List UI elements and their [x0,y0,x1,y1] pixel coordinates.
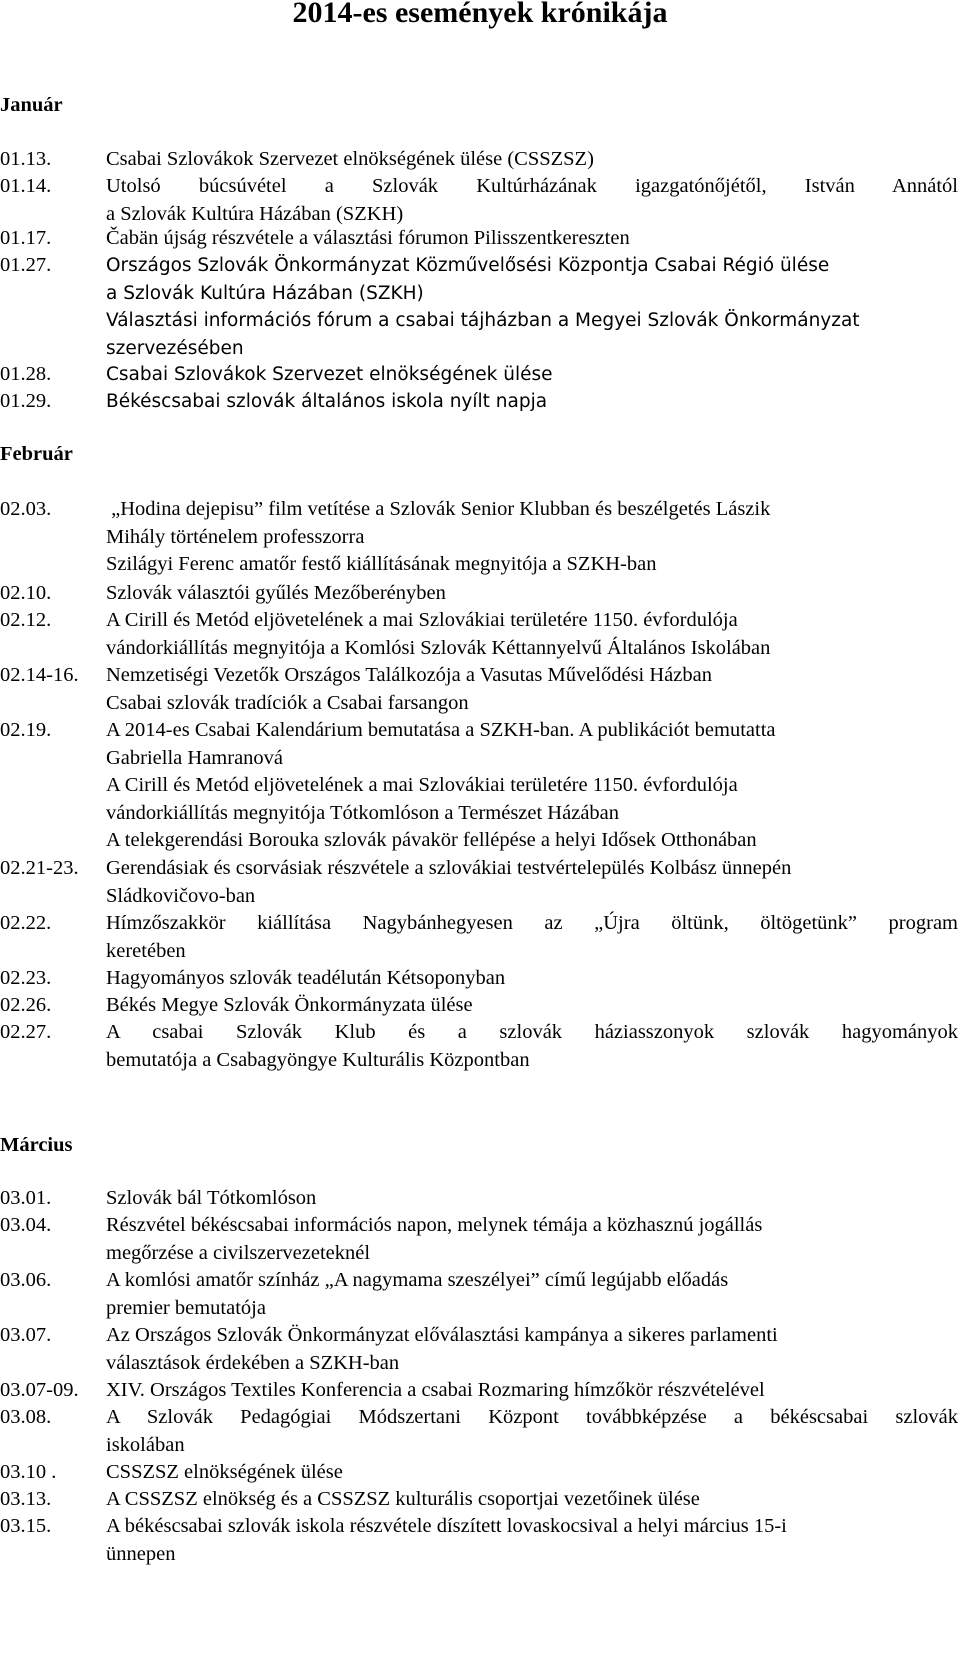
event-line: CSSZSZ elnökségének ülése [106,1461,343,1483]
event-line: Részvétel békéscsabai információs napon, melynek témája a közhasznú jogállás [106,1214,763,1236]
event-line: A Cirill és Metód eljövetelének a mai Szlovákiai területére 1150. évfordulója [106,609,738,631]
event-line: A 2014-es Csabai Kalendárium bemutatása a SZKH-ban. A publikációt bemutatta [106,719,776,741]
event-line: „Hodina dejepisu” film vetítése a Szlovák Senior Klubban és beszélgetés Lászik [106,498,771,520]
event-line: Čabän újság részvétele a választási fórumon Pilisszentkereszten [106,227,630,249]
event-line: A telekgerendási Borouka szlovák pávakör fellépése a helyi Idősek Otthonában [106,829,757,851]
event-text [106,1513,958,1568]
event-text [106,607,958,662]
event-text [106,992,958,1020]
event-text [106,1377,958,1405]
event-line: Utolsó búcsúvétel a Szlovák Kultúrházának igazgatónőjétől, István Annától [106,175,958,197]
event-text [106,855,958,910]
event-date: 01.14. [0,175,52,197]
event-text [106,1322,958,1377]
event-line: A békéscsabai szlovák iskola részvétele díszített lovaskocsival a helyi március 15-i [106,1515,787,1537]
event-text [106,361,958,389]
event-line: Szilágyi Ferenc amatőr festő kiállításának megnyitója a SZKH-ban [106,553,657,575]
event-line: XIV. Országos Textiles Konferencia a csabai Rozmaring hímzőkör részvételével [106,1379,765,1401]
event-line: Csabai szlovák tradíciók a Csabai farsangon [106,691,469,714]
event-date: 01.29. [0,390,52,412]
event-line: Hagyományos szlovák teadélután Kétsoponyban [106,967,506,989]
event-text [106,1486,958,1514]
event-date: 02.10. [0,582,52,604]
event-line: A CSSZSZ elnökség és a CSSZSZ kulturális csoportjai vezetőinek ülése [106,1488,700,1510]
event-date: 03.07-09. [0,1379,79,1401]
event-line: vándorkiállítás megnyitója Tótkomlóson a Természet Házában [106,801,620,824]
event-text [106,146,958,174]
event-text [106,1019,958,1074]
event-date: 02.19. [0,719,52,741]
event-line: Sládkovičovo-ban [106,884,256,907]
event-line: premier bemutatója [106,1296,266,1319]
event-line: Az Országos Szlovák Önkormányzat előválasztási kampánya a sikeres parlamenti [106,1324,778,1346]
event-line: szervezésében [106,337,244,359]
event-text [106,1267,958,1322]
event-date: 02.22. [0,912,52,934]
event-date: 02.03. [0,498,52,520]
event-date: 02.21-23. [0,857,79,879]
event-text [106,1459,958,1487]
event-line: bemutatója a Csabagyöngye Kulturális Központban [106,1048,530,1071]
event-line: A Cirill és Metód eljövetelének a mai Szlovákiai területére 1150. évfordulója [106,774,738,796]
event-date: 02.27. [0,1021,52,1043]
event-text [106,965,958,993]
event-text [106,910,958,965]
event-text [106,252,958,362]
event-line: Hímzőszakkör kiállítása Nagybánhegyesen az „Újra öltünk, öltögetünk” program [106,912,958,934]
event-date: 01.13. [0,148,52,170]
event-line: Nemzetiségi Vezetők Országos Találkozója a Vasutas Művelődési Házban [106,664,712,686]
event-line: iskolában [106,1433,185,1456]
event-line: Szlovák választói gyűlés Mezőberényben [106,582,446,604]
month-heading-february: Február [0,443,73,465]
event-date: 02.14-16. [0,664,79,686]
event-line: Szlovák bál Tótkomlóson [106,1187,317,1209]
event-text [106,580,958,608]
month-heading-march: Március [0,1134,73,1156]
event-line: a Szlovák Kultúra Házában (SZKH) [106,202,404,225]
event-text [106,662,958,717]
event-date: 03.10 . [0,1461,57,1483]
event-text [106,1404,958,1459]
event-line: Gerendásiak és csorvásiak részvétele a szlovákiai testvértelepülés Kolbász ünnepén [106,857,792,879]
event-line: A csabai Szlovák Klub és a szlovák háziasszonyok szlovák hagyományok [106,1021,958,1043]
event-text [106,496,958,579]
month-heading-january: Január [0,94,63,116]
event-line: Békés Megye Szlovák Önkormányzata ülése [106,994,473,1016]
event-line: A komlósi amatőr színház „A nagymama szeszélyei” című legújabb előadás [106,1269,729,1291]
event-text [106,173,958,228]
event-date: 03.01. [0,1187,52,1209]
event-date: 02.26. [0,994,52,1016]
event-text [106,1185,958,1213]
event-line: Csabai Szlovákok Szervezet elnökségének ülése (CSSZSZ) [106,148,594,170]
event-text [106,388,958,416]
event-line: a Szlovák Kultúra Házában (SZKH) [106,282,424,304]
event-line: Országos Szlovák Önkormányzat Közművelősési Központja Csabai Régió ülése [106,255,830,276]
event-text [106,225,958,253]
event-date: 01.17. [0,227,52,249]
event-line: Mihály történelem professzorra [106,525,365,548]
event-line: A Szlovák Pedagógiai Módszertani Központ továbbképzése a békéscsabai szlovák [106,1406,958,1428]
event-date: 03.07. [0,1324,52,1346]
event-date: 03.08. [0,1406,52,1428]
event-date: 02.23. [0,967,52,989]
event-date: 02.12. [0,609,52,631]
event-text [106,717,958,855]
event-line: Választási információs fórum a csabai tájházban a Megyei Szlovák Önkormányzat [106,310,860,331]
event-date: 03.06. [0,1269,52,1291]
event-date: 03.04. [0,1214,52,1236]
event-line: választások érdekében a SZKH-ban [106,1351,400,1374]
event-date: 01.28. [0,363,52,385]
page-title: 2014-es események krónikája [292,0,668,29]
event-line: Csabai Szlovákok Szervezet elnökségének ülése [106,364,553,385]
event-date: 01.27. [0,254,52,276]
event-line: keretében [106,939,186,962]
event-line: Békéscsabai szlovák általános iskola nyílt napja [106,391,548,412]
event-line: megőrzése a civilszervezeteknél [106,1241,371,1264]
event-line: ünnepen [106,1542,176,1565]
event-line: vándorkiállítás megnyitója a Komlósi Szlovák Kéttannyelvű Általános Iskolában [106,636,771,659]
event-text [106,1212,958,1267]
event-date: 03.13. [0,1488,52,1510]
event-line: Gabriella Hamranová [106,746,284,769]
event-date: 03.15. [0,1515,52,1537]
